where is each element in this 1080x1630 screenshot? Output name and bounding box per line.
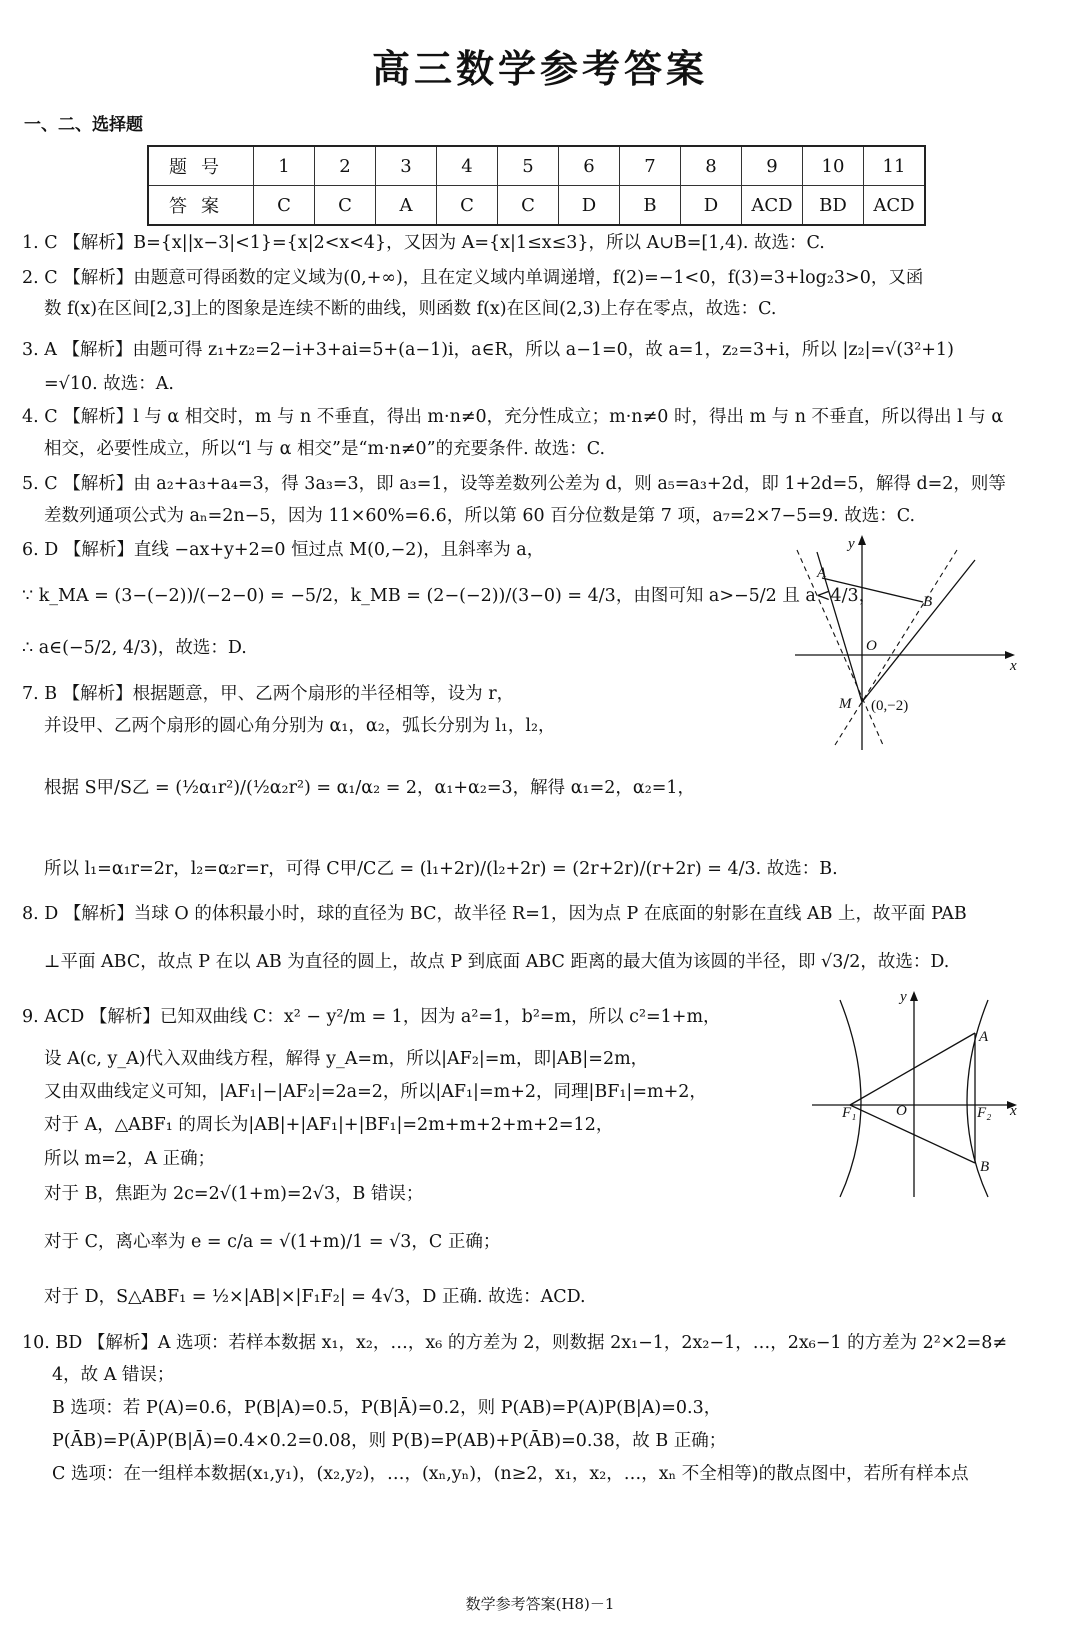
- table-number-cell: 7: [620, 146, 681, 186]
- table-number-cell: 6: [559, 146, 620, 186]
- label-y: y: [900, 989, 907, 1005]
- solution-line: 又由双曲线定义可知，|AF₁|−|AF₂|=2a=2，所以|AF₁|=m+2，同理|BF₁|=m+2，: [44, 1082, 707, 1102]
- table-number-cell: 9: [742, 146, 803, 186]
- solution-line: 差数列通项公式为 aₙ=2n−5，因为 11×60%=6.6，所以第 60 百分位数是第 7 项，a₇=2×7−5=9. 故选：C.: [44, 506, 916, 526]
- solution-line: 7. B 【解析】根据题意，甲、乙两个扇形的半径相等，设为 r，: [22, 684, 515, 704]
- table-answer-cell: D: [681, 186, 742, 226]
- label-x: x: [1010, 1103, 1017, 1119]
- table-row-answers: [148, 186, 925, 226]
- solution-line: 3. A 【解析】由题可得 z₁+z₂=2−i+3+ai=5+(a−1)i，a∈R，所以 a−1=0，故 a=1，z₂=3+i，所以 |z₂|=√(3²+1): [22, 340, 954, 360]
- table-number-cell: 10: [803, 146, 864, 186]
- table-answer-cell: B: [620, 186, 681, 226]
- table-answer-cell: ACD: [864, 186, 926, 226]
- label-A: A: [817, 565, 827, 581]
- table-label-number: 题号: [148, 146, 254, 186]
- solution-line: 所以 l₁=α₁r=2r，l₂=α₂r=r，可得 C甲/C乙 = (l₁+2r)/(l₂+2r) = (2r+2r)/(r+2r) = 4/3. 故选：B.: [44, 859, 838, 879]
- solution-line: 8. D 【解析】当球 O 的体积最小时，球的直径为 BC，故半径 R=1，因为点 P 在底面的射影在直线 AB 上，故平面 PAB: [22, 904, 967, 924]
- solution-line: 相交，必要性成立，所以“l 与 α 相交”是“m·n≠0”的充要条件. 故选：C.: [44, 439, 606, 459]
- solution-line: 设 A(c, y_A)代入双曲线方程，解得 y_A=m，所以|AF₂|=m，即|AB|=2m，: [44, 1049, 649, 1069]
- label-B: B: [923, 594, 933, 610]
- dashed-line-right: [835, 550, 957, 745]
- table-number-cell: 2: [315, 146, 376, 186]
- solution-line: 4. C 【解析】l 与 α 相交时，m 与 n 不垂直，得出 m·n≠0，充分性成立；m·n≠0 时，得出 m 与 n 不垂直，所以得出 l 与 α: [22, 407, 1004, 427]
- solution-line: ∴ a∈(−5/2, 4/3)，故选：D.: [22, 638, 247, 658]
- table-answer-cell: ACD: [742, 186, 803, 226]
- segment-F1B: [850, 1105, 975, 1163]
- solution-line: 对于 A，△ABF₁ 的周长为|AB|+|AF₁|+|BF₁|=2m+m+2+m+2=12，: [44, 1115, 614, 1135]
- label-O: O: [896, 1103, 907, 1119]
- label-y: y: [848, 536, 855, 552]
- label-B: B: [980, 1159, 990, 1175]
- solution-line: 10. BD 【解析】A 选项：若样本数据 x₁，x₂，…，x₆ 的方差为 2，则数据 2x₁−1，2x₂−1，…，2x₆−1 的方差为 2²×2=8≠: [22, 1333, 1008, 1353]
- solution-line: 对于 C，离心率为 e = c/a = √(1+m)/1 = √3，C 正确；: [44, 1232, 501, 1252]
- table-number-cell: 8: [681, 146, 742, 186]
- label-F1: F₁: [842, 1105, 857, 1121]
- label-M-coordinates: (0,−2): [871, 698, 909, 714]
- solution-line: =√10. 故选：A.: [44, 374, 174, 394]
- solution-line: 并设甲、乙两个扇形的圆心角分别为 α₁，α₂，弧长分别为 l₁，l₂，: [44, 716, 556, 736]
- table-label-answer: 答案: [148, 186, 254, 226]
- solution-line: 2. C 【解析】由题意可得函数的定义域为(0,+∞)，且在定义域内单调递增，f(2)=−1<0，f(3)=3+log₂3>0，又函: [22, 268, 924, 288]
- solution-line: 所以 m=2，A 正确；: [44, 1149, 216, 1169]
- y-axis-arrow: [910, 991, 918, 1001]
- page-footer: 数学参考答案(H8)－1: [465, 1595, 615, 1613]
- table-number-cell: 4: [437, 146, 498, 186]
- table-number-cell: 3: [376, 146, 437, 186]
- table-number-cell: 1: [254, 146, 315, 186]
- table-answer-cell: C: [254, 186, 315, 226]
- solution-line: P(ĀB)=P(Ā)P(B|Ā)=0.4×0.2=0.08，则 P(B)=P(AB)+P(ĀB)=0.38，故 B 正确；: [52, 1431, 727, 1451]
- table-row-numbers: [148, 146, 925, 186]
- label-M: M: [839, 696, 852, 712]
- section-heading: 一、二、选择题: [24, 115, 143, 135]
- q6-line-diagram: [795, 530, 1025, 755]
- solution-line: 4，故 A 错误；: [52, 1365, 175, 1385]
- solution-line: 对于 D，S△ABF₁ = ½×|AB|×|F₁F₂| = 4√3，D 正确. 故选：ACD.: [44, 1287, 586, 1307]
- label-O: O: [866, 638, 877, 654]
- table-answer-cell: C: [315, 186, 376, 226]
- table-answer-cell: A: [376, 186, 437, 226]
- label-x: x: [1010, 658, 1017, 674]
- table-number-cell: 5: [498, 146, 559, 186]
- table-number-cell: 11: [864, 146, 926, 186]
- solution-line: 1. C 【解析】B={x||x−3|<1}={x|2<x<4}，又因为 A={x|1≤x≤3}，所以 A∪B=[1,4). 故选：C.: [22, 233, 825, 253]
- solution-line: 5. C 【解析】由 a₂+a₃+a₄=3，得 3a₃=3，即 a₃=1，设等差数列公差为 d，则 a₅=a₃+2d，即 1+2d=5，解得 d=2，则等: [22, 474, 1006, 494]
- table-answer-cell: D: [559, 186, 620, 226]
- solution-line: 数 f(x)在区间[2,3]上的图象是连续不断的曲线，则函数 f(x)在区间(2,3)上存在零点，故选：C.: [44, 299, 777, 319]
- label-F2: F₂: [977, 1105, 992, 1121]
- solution-line: 9. ACD 【解析】已知双曲线 C：x² − y²/m = 1，因为 a²=1，b²=m，所以 c²=1+m，: [22, 1007, 721, 1027]
- table-answer-cell: C: [437, 186, 498, 226]
- solution-line: B 选项：若 P(A)=0.6，P(B|A)=0.5，P(B|Ā)=0.2，则 P(AB)=P(A)P(B|A)=0.3，: [52, 1398, 722, 1418]
- table-answer-cell: C: [498, 186, 559, 226]
- hyperbola-left-branch: [840, 1000, 861, 1197]
- table-answer-cell: BD: [803, 186, 864, 226]
- y-axis-arrow: [858, 535, 866, 545]
- solution-line: ⊥平面 ABC，故点 P 在以 AB 为直径的圆上，故点 P 到底面 ABC 距离的最大值为该圆的半径，即 √3/2，故选：D.: [44, 952, 950, 972]
- solution-line: C 选项：在一组样本数据(x₁,y₁)，(x₂,y₂)，…，(xₙ,yₙ)，(n≥2，x₁，x₂，…，xₙ 不全相等)的散点图中，若所有样本点: [52, 1464, 969, 1484]
- solution-line: 根据 S甲/S乙 = (½α₁r²)/(½α₂r²) = α₁/α₂ = 2，α₁+α₂=3，解得 α₁=2，α₂=1，: [44, 778, 696, 798]
- segment-AB: [822, 578, 923, 602]
- label-A: A: [979, 1029, 989, 1045]
- solution-line: 对于 B，焦距为 2c=2√(1+m)=2√3，B 错误；: [44, 1184, 424, 1204]
- solution-line: 6. D 【解析】直线 −ax+y+2=0 恒过点 M(0,−2)，且斜率为 a，: [22, 540, 545, 560]
- segment-F1A: [850, 1033, 975, 1105]
- line-MB: [862, 560, 975, 702]
- answer-table: [147, 145, 926, 226]
- q9-hyperbola-diagram: [812, 985, 1027, 1200]
- solution-line: ∵ k_MA = (3−(−2))/(−2−0) = −5/2，k_MB = (2−(−2))/(3−0) = 4/3，由图可知 a>−5/2 且 a<4/3，: [22, 586, 877, 606]
- page-title: 高三数学参考答案: [371, 47, 708, 91]
